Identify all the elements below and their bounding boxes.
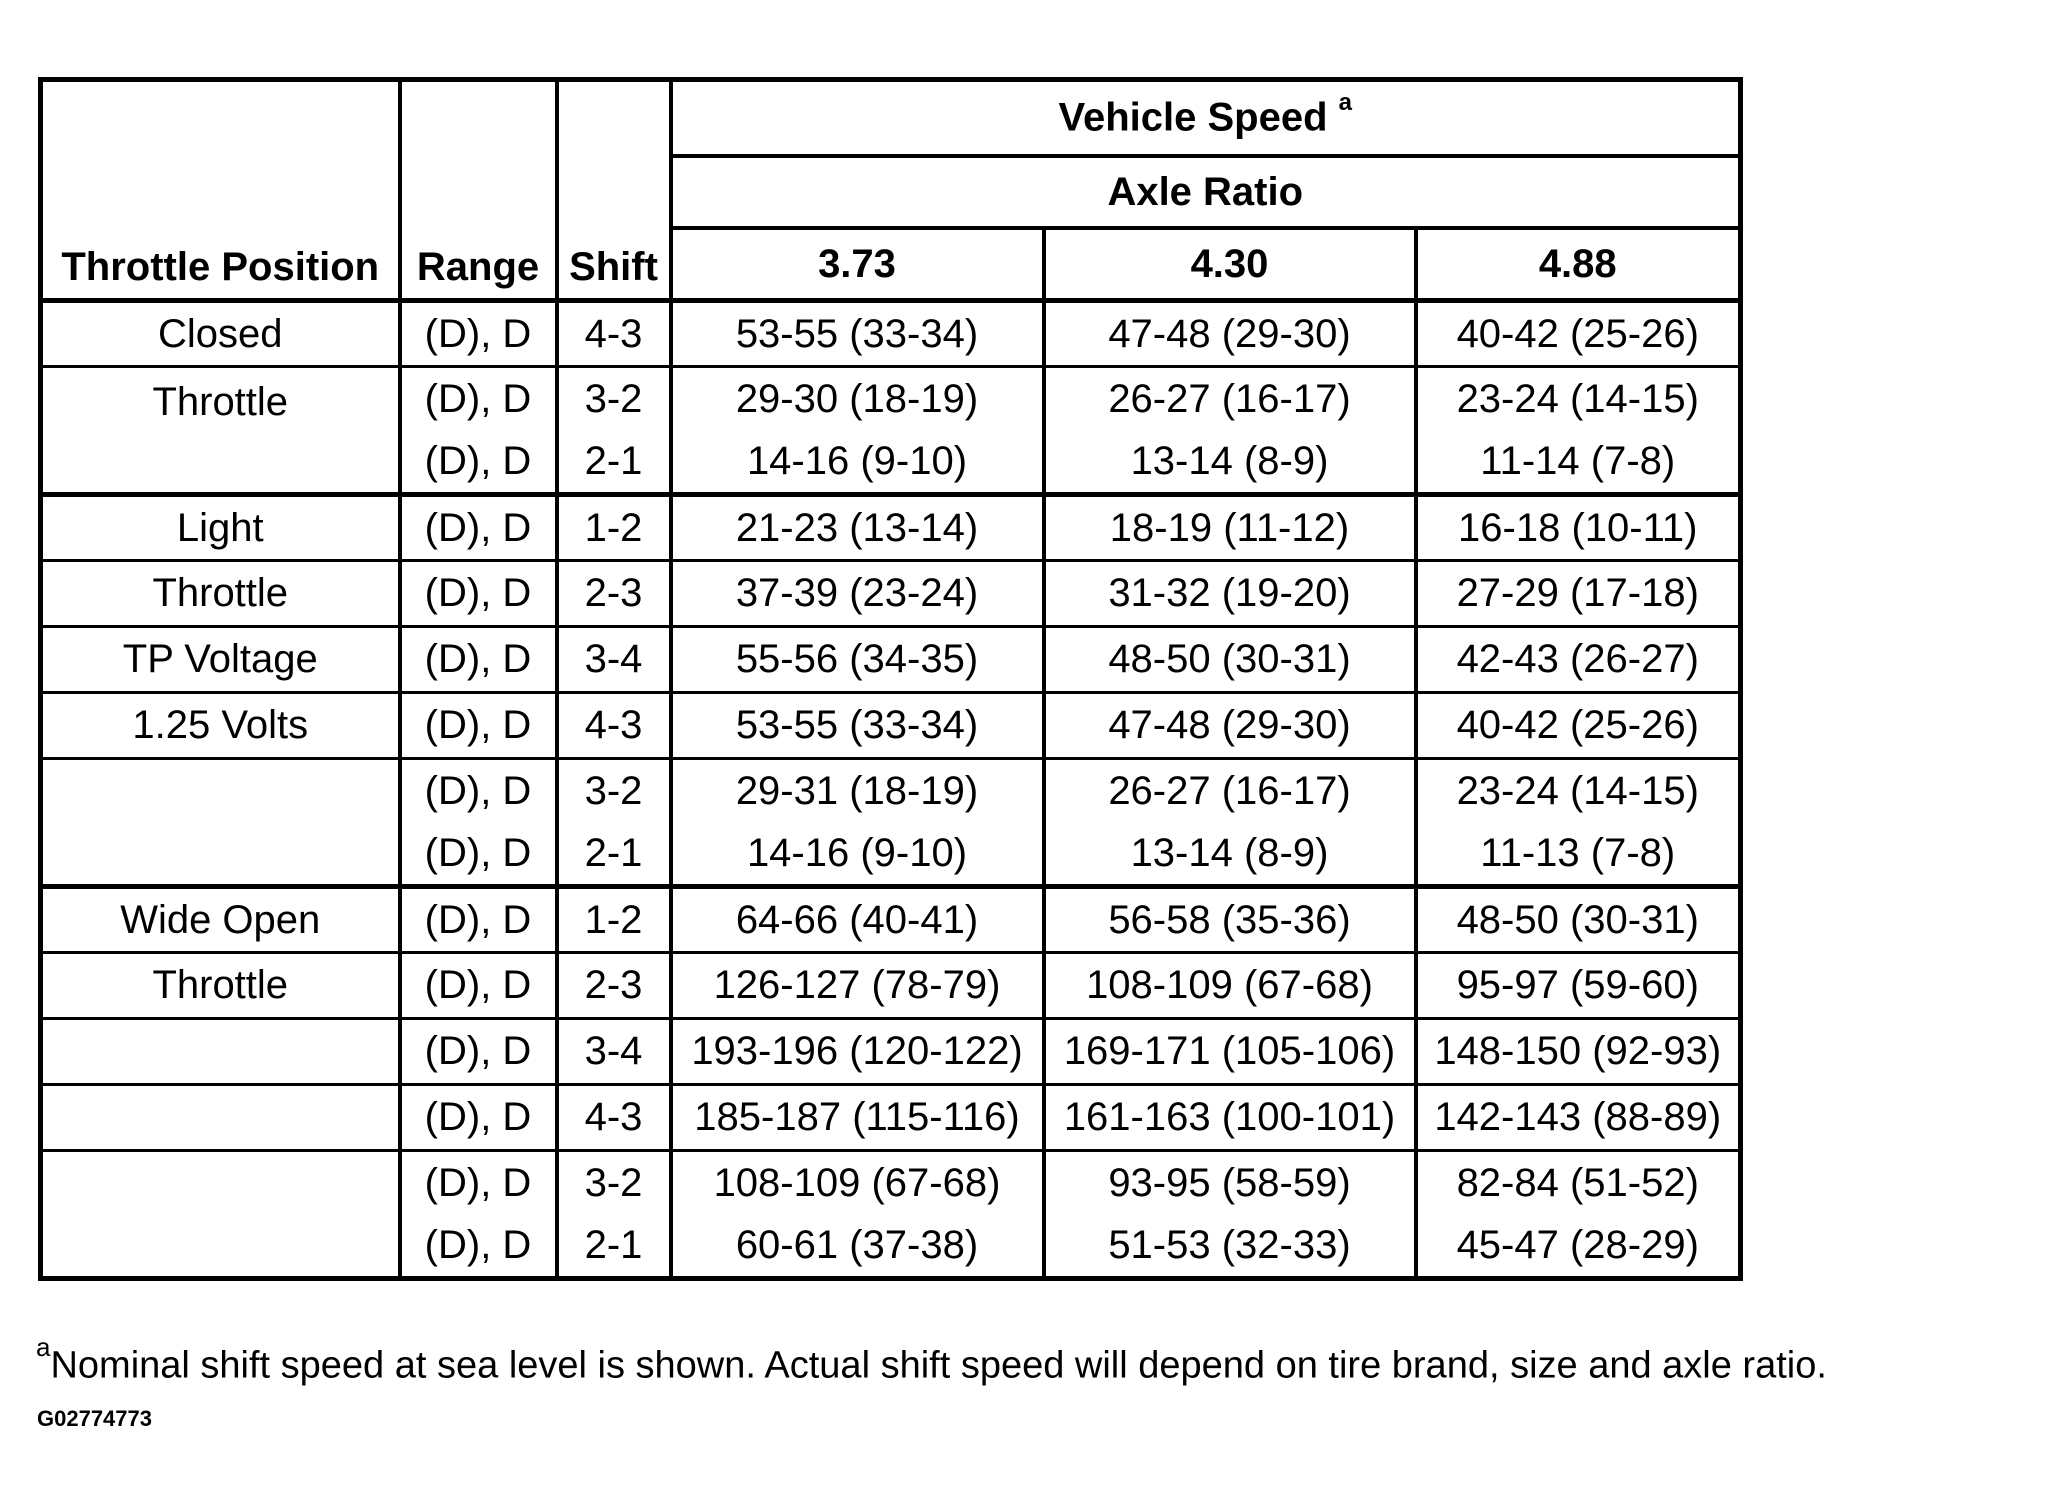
range-cell: (D), D bbox=[400, 887, 557, 953]
throttle-position-cell: Closed bbox=[41, 301, 400, 367]
shift-cell: 2-1 bbox=[557, 1215, 671, 1279]
table-row bbox=[41, 561, 1741, 627]
header-throttle-position: Throttle Position bbox=[41, 80, 400, 301]
speed-373-cell: 14-16 (9-10) bbox=[671, 431, 1044, 495]
table-row bbox=[41, 1085, 1741, 1151]
throttle-position-cell bbox=[41, 759, 400, 887]
speed-373-cell: 126-127 (78-79) bbox=[671, 953, 1044, 1019]
throttle-position-cell: Light bbox=[41, 495, 400, 561]
table-row bbox=[41, 693, 1741, 759]
shift-cell: 4-3 bbox=[557, 693, 671, 759]
range-cell: (D), D bbox=[400, 367, 557, 431]
speed-373-cell: 185-187 (115-116) bbox=[671, 1085, 1044, 1151]
range-cell: (D), D bbox=[400, 431, 557, 495]
speed-430-cell: 31-32 (19-20) bbox=[1044, 561, 1416, 627]
speed-430-cell: 56-58 (35-36) bbox=[1044, 887, 1416, 953]
header-vehicle-speed-label: Vehicle Speed bbox=[1058, 95, 1328, 140]
footnote-text: Nominal shift speed at sea level is shown. Actual shift speed will depend on tire brand, size and axle ratio. bbox=[50, 1344, 1827, 1387]
speed-373-cell: 64-66 (40-41) bbox=[671, 887, 1044, 953]
speed-373-cell: 21-23 (13-14) bbox=[671, 495, 1044, 561]
range-cell: (D), D bbox=[400, 823, 557, 887]
shift-cell: 2-3 bbox=[557, 953, 671, 1019]
shift-cell: 4-3 bbox=[557, 1085, 671, 1151]
speed-488-cell: 11-14 (7-8) bbox=[1480, 438, 1676, 483]
footnote bbox=[36, 1332, 1827, 1388]
speed-488-cell: 40-42 (25-26) bbox=[1416, 693, 1741, 759]
speed-488-cell: 23-24 (14-15) bbox=[1416, 759, 1741, 823]
speed-430-cell: 48-50 (30-31) bbox=[1044, 627, 1416, 693]
throttle-position-cell: Throttle bbox=[41, 561, 400, 627]
speed-373-cell: 60-61 (37-38) bbox=[671, 1215, 1044, 1279]
header-ratio-373: 3.73 bbox=[671, 228, 1044, 301]
speed-373-cell: 29-30 (18-19) bbox=[671, 367, 1044, 431]
throttle-position-cell bbox=[41, 1019, 400, 1085]
shift-cell: 3-4 bbox=[557, 627, 671, 693]
throttle-position-cell bbox=[41, 1085, 400, 1151]
speed-430-cell: 26-27 (16-17) bbox=[1044, 759, 1416, 823]
range-cell: (D), D bbox=[400, 561, 557, 627]
header-shift: Shift bbox=[557, 80, 671, 301]
table-row bbox=[41, 627, 1741, 693]
range-cell: (D), D bbox=[400, 1151, 557, 1215]
shift-cell: 2-3 bbox=[557, 561, 671, 627]
speed-373-cell: 14-16 (9-10) bbox=[671, 823, 1044, 887]
table-row bbox=[41, 301, 1741, 367]
speed-488-cell: 95-97 (59-60) bbox=[1416, 953, 1741, 1019]
speed-373-cell: 53-55 (33-34) bbox=[671, 693, 1044, 759]
speed-430-cell: 161-163 (100-101) bbox=[1044, 1085, 1416, 1151]
speed-373-cell: 193-196 (120-122) bbox=[671, 1019, 1044, 1085]
speed-373-cell: 55-56 (34-35) bbox=[671, 627, 1044, 693]
shift-cell: 3-2 bbox=[557, 759, 671, 823]
throttle-position-cell: Throttle bbox=[41, 953, 400, 1019]
footnote-mark: a bbox=[36, 1332, 51, 1362]
throttle-position-cell: Throttle bbox=[41, 367, 400, 495]
table-row bbox=[41, 759, 1741, 823]
shift-cell: 3-2 bbox=[557, 1151, 671, 1215]
speed-373-cell: 37-39 (23-24) bbox=[671, 561, 1044, 627]
speed-488-cell: 148-150 (92-93) bbox=[1416, 1019, 1741, 1085]
range-cell: (D), D bbox=[400, 759, 557, 823]
speed-430-cell: 108-109 (67-68) bbox=[1044, 953, 1416, 1019]
figure-id: G02774773 bbox=[37, 1406, 152, 1431]
speed-488-cell: 16-18 (10-11) bbox=[1416, 495, 1741, 561]
range-cell: (D), D bbox=[400, 627, 557, 693]
shift-cell: 4-3 bbox=[557, 301, 671, 367]
throttle-position-cell: TP Voltage bbox=[41, 627, 400, 693]
range-cell: (D), D bbox=[400, 301, 557, 367]
speed-430-cell: 47-48 (29-30) bbox=[1044, 693, 1416, 759]
speed-373-cell: 53-55 (33-34) bbox=[671, 301, 1044, 367]
speed-488-cell: 48-50 (30-31) bbox=[1416, 887, 1741, 953]
speed-488-cell: 45-47 (28-29) bbox=[1456, 1222, 1699, 1267]
speed-488-cell: 40-42 (25-26) bbox=[1456, 311, 1699, 356]
speed-430-cell: 18-19 (11-12) bbox=[1044, 495, 1416, 561]
range-cell: (D), D bbox=[400, 693, 557, 759]
speed-430-cell: 26-27 (16-17) bbox=[1044, 367, 1416, 431]
speed-430-cell: 13-14 (8-9) bbox=[1044, 823, 1416, 887]
speed-373-cell: 108-109 (67-68) bbox=[671, 1151, 1044, 1215]
table-row bbox=[41, 495, 1741, 561]
shift-cell: 1-2 bbox=[557, 887, 671, 953]
table-row bbox=[41, 953, 1741, 1019]
header-axle-ratio: Axle Ratio bbox=[671, 156, 1741, 228]
range-cell: (D), D bbox=[400, 1085, 557, 1151]
throttle-position-cell: Wide Open bbox=[41, 887, 400, 953]
speed-430-cell: 93-95 (58-59) bbox=[1044, 1151, 1416, 1215]
shift-cell: 3-4 bbox=[557, 1019, 671, 1085]
throttle-position-cell: 1.25 Volts bbox=[41, 693, 400, 759]
header-vehicle-speed bbox=[671, 80, 1741, 157]
table-row bbox=[41, 887, 1741, 953]
table-row bbox=[41, 1019, 1741, 1085]
header-range: Range bbox=[400, 80, 557, 301]
throttle-position-cell bbox=[41, 1151, 400, 1279]
range-cell: (D), D bbox=[400, 953, 557, 1019]
speed-488-cell: 142-143 (88-89) bbox=[1416, 1085, 1741, 1151]
shift-cell: 3-2 bbox=[557, 367, 671, 431]
range-cell: (D), D bbox=[400, 495, 557, 561]
speed-488-cell: 27-29 (17-18) bbox=[1416, 561, 1741, 627]
speed-430-cell: 47-48 (29-30) bbox=[1044, 301, 1416, 367]
header-ratio-488: 4.88 bbox=[1416, 228, 1741, 301]
speed-373-cell: 29-31 (18-19) bbox=[671, 759, 1044, 823]
table-row bbox=[41, 1151, 1741, 1215]
shift-speed-table bbox=[38, 77, 1743, 1281]
footnote-marker: a bbox=[1338, 89, 1352, 117]
speed-430-cell: 13-14 (8-9) bbox=[1044, 431, 1416, 495]
speed-488-cell: 42-43 (26-27) bbox=[1416, 627, 1741, 693]
range-cell: (D), D bbox=[400, 1215, 557, 1279]
speed-488-cell: 11-13 (7-8) bbox=[1480, 830, 1676, 875]
shift-cell: 2-1 bbox=[557, 431, 671, 495]
shift-cell: 2-1 bbox=[557, 823, 671, 887]
table-row bbox=[41, 367, 1741, 431]
speed-488-cell: 23-24 (14-15) bbox=[1416, 367, 1741, 431]
range-cell: (D), D bbox=[400, 1019, 557, 1085]
shift-cell: 1-2 bbox=[557, 495, 671, 561]
speed-430-cell: 169-171 (105-106) bbox=[1044, 1019, 1416, 1085]
speed-488-cell: 82-84 (51-52) bbox=[1416, 1151, 1741, 1215]
speed-430-cell: 51-53 (32-33) bbox=[1044, 1215, 1416, 1279]
header-ratio-430: 4.30 bbox=[1044, 228, 1416, 301]
